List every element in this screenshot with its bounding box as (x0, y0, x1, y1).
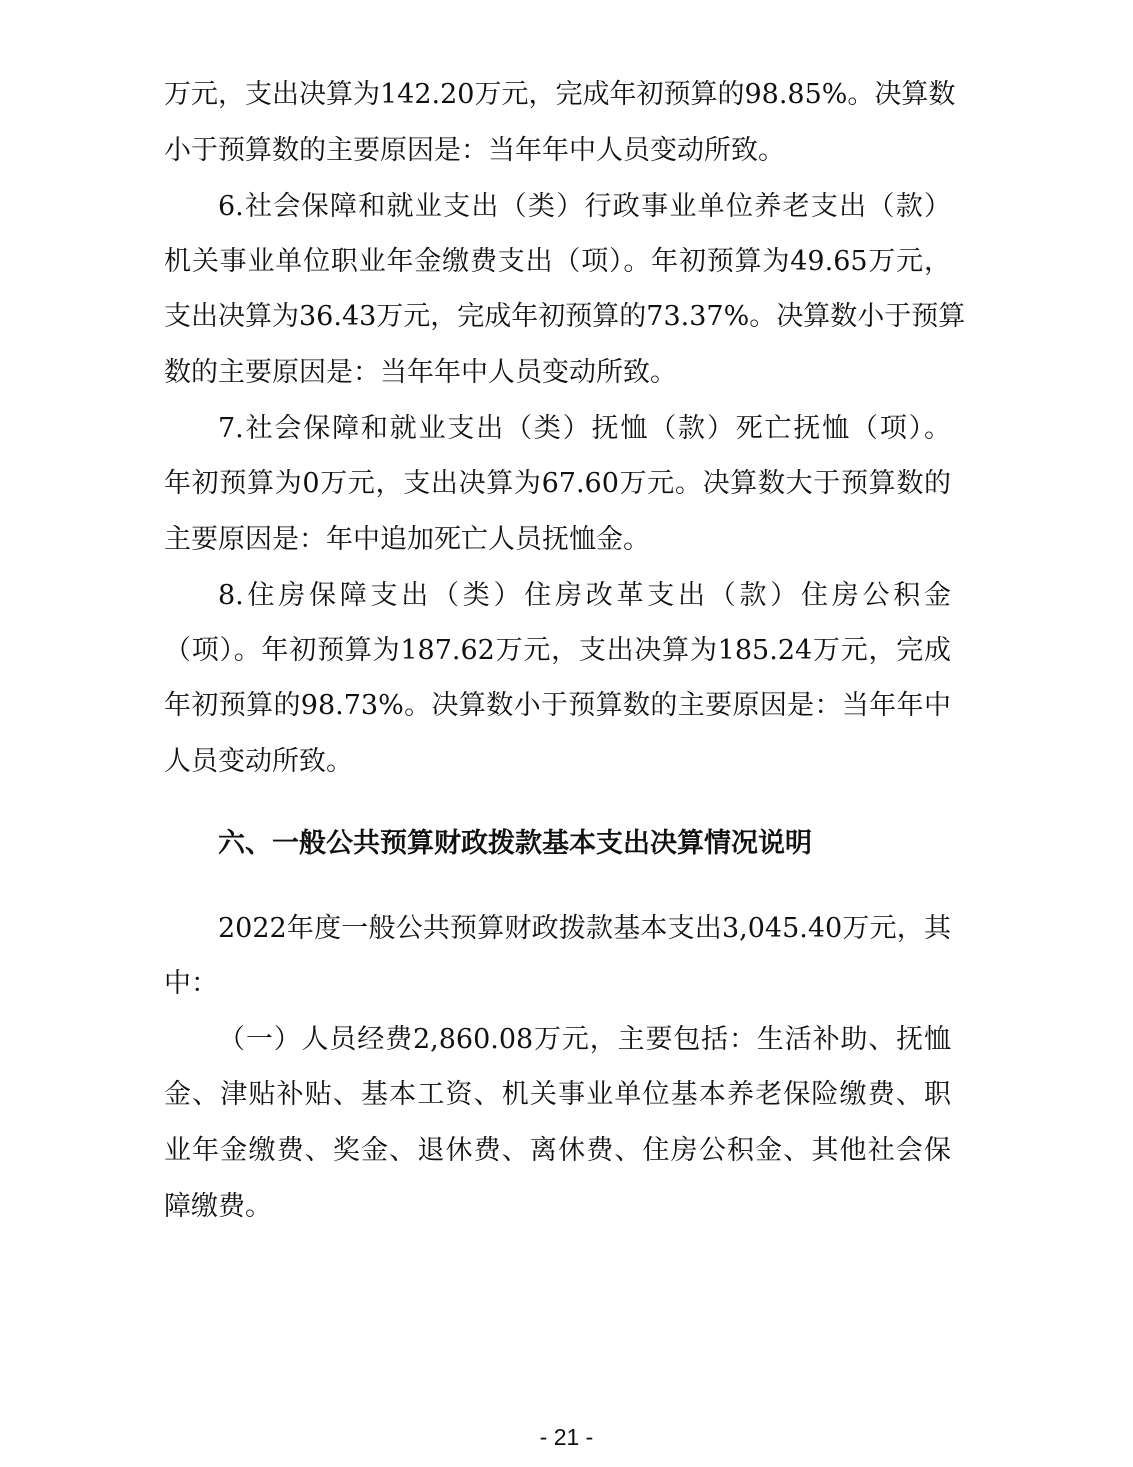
text-line: 主要原因是：年中追加死亡人员抚恤金。 (164, 524, 650, 555)
text-line: 业年金缴费、奖金、退休费、离休费、住房公积金、其他社会保 (164, 1135, 951, 1166)
text-line: （项）。年初预算为187.62万元，支出决算为185.24万元，完成 (164, 635, 951, 666)
text-line: 7.社会保障和就业支出（类）抚恤（款）死亡抚恤（项）。 (218, 413, 951, 444)
text-line: 小于预算数的主要原因是：当年年中人员变动所致。 (164, 135, 785, 166)
text-line: 2022年度一般公共预算财政拨款基本支出3,045.40万元，其 (218, 913, 951, 944)
text-line: 金、津贴补贴、基本工资、机关事业单位基本养老保险缴费、职 (164, 1079, 951, 1110)
text-line: 中： (164, 968, 218, 999)
text-line: 人员变动所致。 (164, 746, 353, 777)
text-line: 支出决算为36.43万元，完成年初预算的73.37%。决算数小于预算 (164, 301, 966, 332)
page-number: - 21 - (539, 1424, 594, 1450)
text-line: 8.住房保障支出（类）住房改革支出（款）住房公积金 (218, 580, 951, 611)
text-line: 万元，支出决算为142.20万元，完成年初预算的98.85%。决算数 (164, 79, 956, 110)
text-line: 年初预算的98.73%。决算数小于预算数的主要原因是：当年年中 (164, 690, 951, 721)
text-line: 障缴费。 (164, 1191, 272, 1222)
text-line: 6.社会保障和就业支出（类）行政事业单位养老支出（款） (218, 191, 951, 222)
section-heading: 六、一般公共预算财政拨款基本支出决算情况说明 (218, 828, 812, 859)
text-line: 年初预算为0万元，支出决算为67.60万元。决算数大于预算数的 (164, 468, 951, 499)
text-line: 机关事业单位职业年金缴费支出（项）。年初预算为49.65万元， (164, 246, 951, 277)
text-line: 数的主要原因是：当年年中人员变动所致。 (164, 357, 677, 388)
text-line: （一）人员经费2,860.08万元，主要包括：生活补助、抚恤 (218, 1024, 951, 1055)
